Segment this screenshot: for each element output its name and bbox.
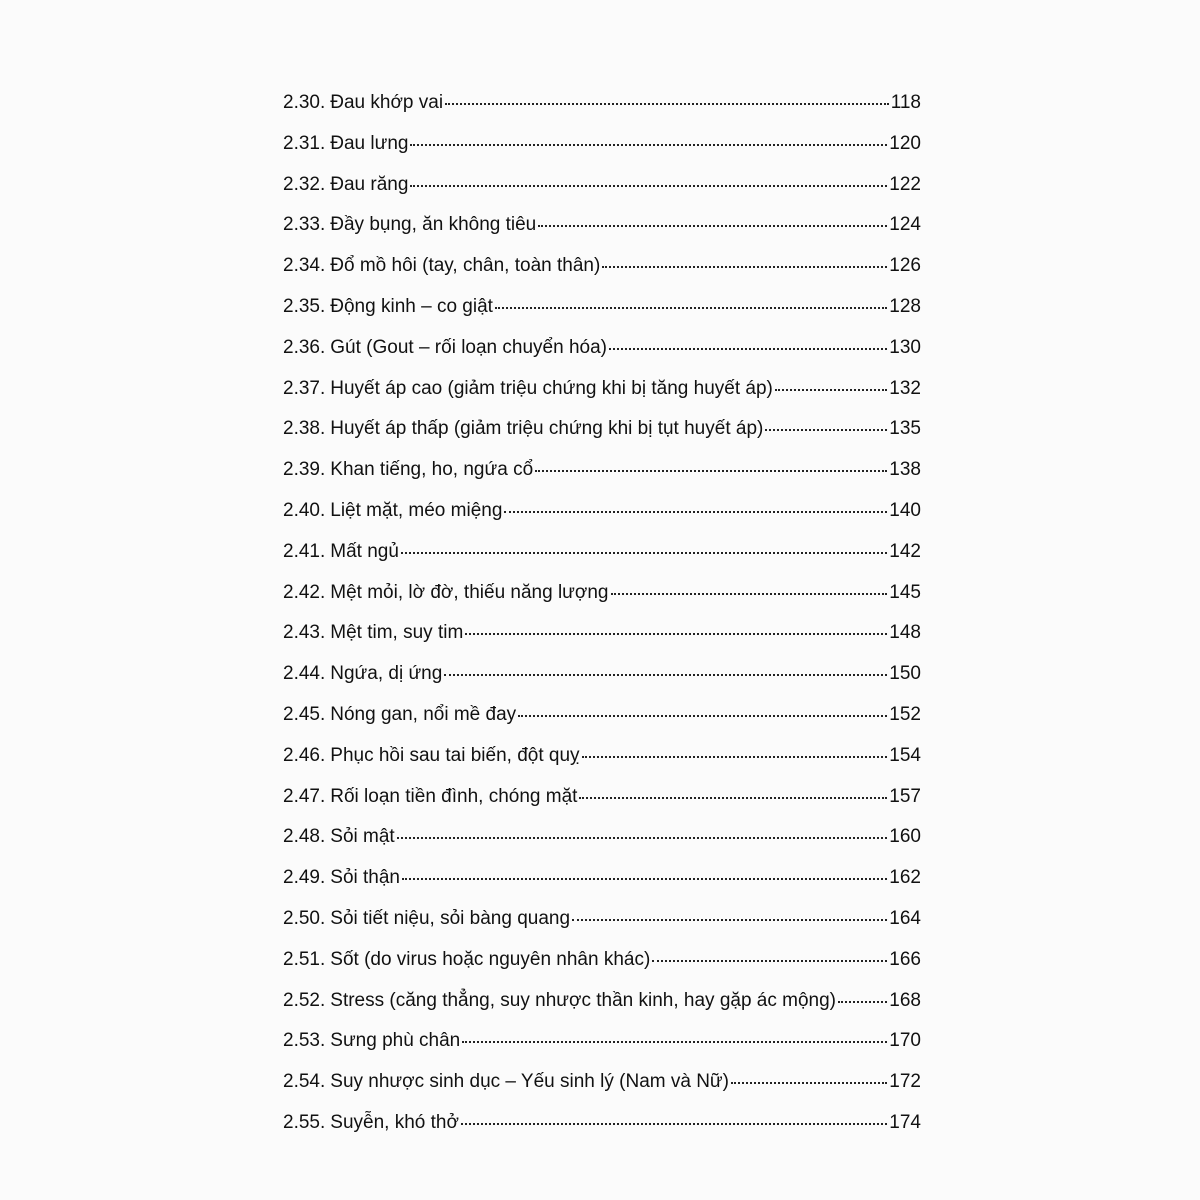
toc-entry <box>283 622 921 663</box>
toc-entry-title: Ngứa, dị ứng <box>330 663 443 685</box>
dot-leader <box>582 756 888 758</box>
toc-entry-title: Sưng phù chân <box>330 1030 461 1052</box>
toc-entry-page-number: 126 <box>889 255 921 277</box>
toc-entry-title: Gút (Gout – rối loạn chuyển hóa) <box>330 336 607 358</box>
toc-entry <box>283 745 921 786</box>
dot-leader <box>538 225 887 227</box>
dot-leader <box>579 797 887 799</box>
toc-entry <box>283 459 921 500</box>
toc-entry <box>283 1030 921 1071</box>
dot-leader <box>410 185 887 187</box>
toc-entry-page-number: 170 <box>889 1030 921 1052</box>
toc-entry-number: 2.33. <box>283 214 326 236</box>
toc-entry-title: Đau khớp vai <box>330 92 444 113</box>
toc-entry <box>283 908 921 949</box>
toc-entry-title: Phục hồi sau tai biến, đột quỵ <box>330 744 580 766</box>
toc-entry <box>283 174 921 215</box>
toc-entry <box>283 92 921 133</box>
dot-leader <box>462 1041 887 1043</box>
dot-leader <box>609 348 887 350</box>
toc-entry-title: Mệt mỏi, lờ đờ, thiếu năng lượng <box>330 581 609 603</box>
toc-entry-number: 2.39. <box>283 459 326 481</box>
toc-entry <box>283 133 921 174</box>
dot-leader <box>652 960 887 962</box>
toc-entry-page-number: 142 <box>889 540 921 562</box>
toc-entry-number: 2.49. <box>283 867 326 889</box>
toc-entry-number: 2.51. <box>283 948 326 970</box>
toc-entry-page-number: 168 <box>889 989 921 1011</box>
toc-entry <box>283 337 921 378</box>
toc-entry-number: 2.42. <box>283 581 326 603</box>
dot-leader <box>838 1001 887 1003</box>
dot-leader <box>445 103 889 105</box>
dot-leader <box>602 266 887 268</box>
toc-entry <box>283 1071 921 1112</box>
toc-entry-title: Suy nhược sinh dục – Yếu sinh lý (Nam và Nữ) <box>330 1071 729 1093</box>
toc-entry <box>283 296 921 337</box>
toc-entry <box>283 582 921 623</box>
toc-entry-page-number: 118 <box>890 92 921 113</box>
toc-entry-page-number: 138 <box>889 459 921 481</box>
toc-entry-title: Sốt (do virus hoặc nguyên nhân khác) <box>330 948 651 970</box>
toc-entry-title: Đầy bụng, ăn không tiêu <box>330 214 537 236</box>
toc-entry-number: 2.50. <box>283 907 326 929</box>
toc-entry-number: 2.53. <box>283 1030 326 1052</box>
dot-leader <box>504 511 887 513</box>
toc-entry-number: 2.31. <box>283 132 326 154</box>
toc-entry <box>283 214 921 255</box>
dot-leader <box>731 1082 887 1084</box>
toc-entry-page-number: 124 <box>889 214 921 236</box>
toc-entry-page-number: 145 <box>889 581 921 603</box>
toc-entry-title: Đau lưng <box>330 132 409 154</box>
toc-entry-number: 2.32. <box>283 173 326 195</box>
toc-entry-title: Sỏi tiết niệu, sỏi bàng quang <box>330 907 571 929</box>
toc-entry-title: Khan tiếng, ho, ngứa cổ <box>330 459 534 481</box>
toc-entry <box>283 500 921 541</box>
dot-leader <box>611 593 888 595</box>
dot-leader <box>397 837 888 839</box>
toc-entry-number: 2.54. <box>283 1071 326 1093</box>
toc-entry <box>283 704 921 745</box>
dot-leader <box>572 919 887 921</box>
dot-leader <box>401 552 887 554</box>
dot-leader <box>461 1123 887 1125</box>
toc-entry-title: Mệt tim, suy tim <box>330 622 464 644</box>
toc-entry-number: 2.44. <box>283 663 326 685</box>
toc-entry-number: 2.55. <box>283 1111 326 1133</box>
toc-entry-page-number: 166 <box>889 948 921 970</box>
toc-entry-title: Suyễn, khó thở <box>330 1111 459 1133</box>
toc-entry-title: Rối loạn tiền đình, chóng mặt <box>330 785 578 807</box>
toc-entry-number: 2.30. <box>283 92 326 113</box>
toc-entry-page-number: 150 <box>889 663 921 685</box>
toc-entry-page-number: 152 <box>889 703 921 725</box>
dot-leader <box>775 389 887 391</box>
toc-entry-number: 2.34. <box>283 255 326 277</box>
toc-entry <box>283 541 921 582</box>
dot-leader <box>518 715 887 717</box>
toc-entry <box>283 786 921 827</box>
toc-entry-number: 2.37. <box>283 377 326 399</box>
toc-entry-number: 2.35. <box>283 295 326 317</box>
toc-entry-title: Huyết áp thấp (giảm triệu chứng khi bị tụt huyết áp) <box>330 418 764 440</box>
toc-entry-page-number: 128 <box>889 295 921 317</box>
toc-entry <box>283 663 921 704</box>
toc-entry-page-number: 130 <box>889 336 921 358</box>
toc-entry-number: 2.43. <box>283 622 326 644</box>
toc-entry-number: 2.46. <box>283 744 326 766</box>
toc-entry <box>283 949 921 990</box>
toc-entry-title: Nóng gan, nổi mề đay <box>330 703 517 725</box>
dot-leader <box>410 144 887 146</box>
toc-entry-page-number: 172 <box>889 1071 921 1093</box>
toc-entry <box>283 1112 921 1153</box>
toc-entry-title: Sỏi thận <box>330 867 400 889</box>
dot-leader <box>495 307 887 309</box>
toc-entry-page-number: 140 <box>889 499 921 521</box>
toc-entry <box>283 418 921 459</box>
toc-entry-number: 2.48. <box>283 826 326 848</box>
toc-entry-page-number: 160 <box>889 826 921 848</box>
toc-entry-page-number: 157 <box>889 785 921 807</box>
toc-entry-number: 2.41. <box>283 540 326 562</box>
toc-entry-page-number: 174 <box>889 1111 921 1133</box>
toc-entry-number: 2.40. <box>283 499 326 521</box>
toc-entry <box>283 826 921 867</box>
toc-entry-page-number: 132 <box>889 377 921 399</box>
toc-entry-number: 2.47. <box>283 785 326 807</box>
toc-entry-page-number: 120 <box>889 132 921 154</box>
table-of-contents <box>283 92 921 1153</box>
dot-leader <box>535 470 887 472</box>
toc-entry-title: Động kinh – co giật <box>330 295 493 317</box>
toc-entry-page-number: 154 <box>889 744 921 766</box>
toc-entry-title: Sỏi mật <box>330 826 395 848</box>
toc-entry-number: 2.38. <box>283 418 326 440</box>
toc-entry <box>283 378 921 419</box>
toc-entry-title: Liệt mặt, méo miệng <box>330 499 503 521</box>
toc-entry-page-number: 162 <box>889 867 921 889</box>
toc-entry <box>283 867 921 908</box>
toc-entry-number: 2.45. <box>283 703 326 725</box>
toc-entry-title: Mất ngủ <box>330 540 399 562</box>
toc-entry <box>283 990 921 1031</box>
toc-entry-title: Đổ mồ hôi (tay, chân, toàn thân) <box>330 255 601 277</box>
toc-entry-title: Huyết áp cao (giảm triệu chứng khi bị tăng huyết áp) <box>330 377 773 399</box>
toc-entry <box>283 255 921 296</box>
dot-leader <box>765 429 887 431</box>
dot-leader <box>444 674 887 676</box>
toc-entry-page-number: 122 <box>889 173 921 195</box>
toc-entry-number: 2.52. <box>283 989 326 1011</box>
dot-leader <box>402 878 887 880</box>
toc-entry-page-number: 148 <box>889 622 921 644</box>
toc-entry-title: Đau răng <box>330 173 409 195</box>
toc-entry-number: 2.36. <box>283 336 326 358</box>
toc-entry-page-number: 135 <box>889 418 921 440</box>
dot-leader <box>465 633 887 635</box>
toc-entry-title: Stress (căng thẳng, suy nhược thần kinh, hay gặp ác mộng) <box>330 989 837 1011</box>
toc-entry-page-number: 164 <box>889 907 921 929</box>
